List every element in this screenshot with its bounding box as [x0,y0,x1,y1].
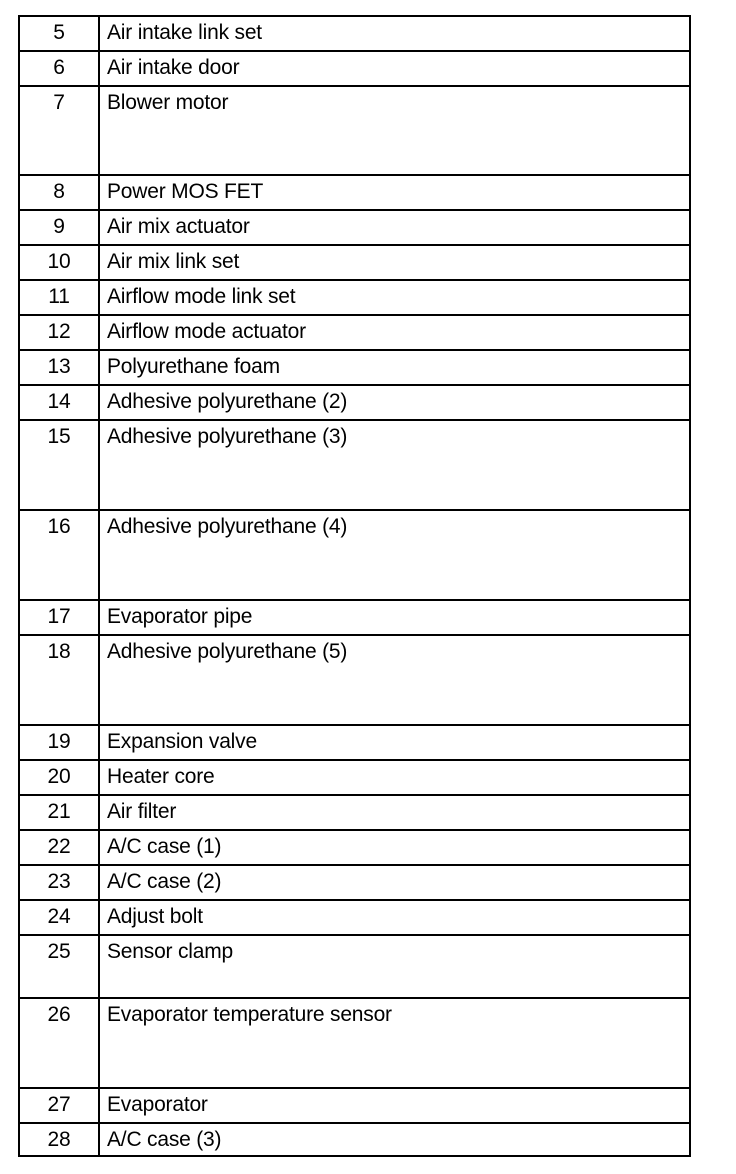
part-number: 28 [19,1123,99,1156]
part-name: Heater core [99,760,690,795]
part-name: Air filter [99,795,690,830]
part-number: 12 [19,315,99,350]
part-name: Adhesive polyurethane (3) [99,420,690,510]
part-name: Air intake link set [99,16,690,51]
part-number: 15 [19,420,99,510]
part-name: Air mix link set [99,245,690,280]
table-row [19,86,690,175]
part-number: 17 [19,600,99,635]
parts-table [18,15,691,1157]
part-name: Evaporator temperature sensor [99,998,690,1088]
table-row [19,510,690,600]
part-number: 13 [19,350,99,385]
part-name: Adhesive polyurethane (2) [99,385,690,420]
table-row [19,795,690,830]
part-number: 25 [19,935,99,998]
part-number: 24 [19,900,99,935]
table-row [19,420,690,510]
part-number: 6 [19,51,99,86]
table-row [19,1088,690,1123]
part-number: 7 [19,86,99,175]
part-number: 18 [19,635,99,725]
table-row [19,51,690,86]
part-name: Air mix actuator [99,210,690,245]
part-number: 11 [19,280,99,315]
part-number: 10 [19,245,99,280]
part-number: 16 [19,510,99,600]
part-number: 8 [19,175,99,210]
table-row [19,210,690,245]
part-name: Sensor clamp [99,935,690,998]
table-row [19,385,690,420]
part-number: 22 [19,830,99,865]
part-name: Evaporator pipe [99,600,690,635]
table-row [19,725,690,760]
part-name: Polyurethane foam [99,350,690,385]
part-name: Airflow mode actuator [99,315,690,350]
table-row [19,16,690,51]
table-row [19,1123,690,1156]
part-number: 5 [19,16,99,51]
part-name: Airflow mode link set [99,280,690,315]
part-name: A/C case (3) [99,1123,690,1156]
table-row [19,865,690,900]
table-row [19,315,690,350]
part-name: Adhesive polyurethane (5) [99,635,690,725]
part-name: Power MOS FET [99,175,690,210]
part-number: 23 [19,865,99,900]
table-row [19,245,690,280]
table-row [19,350,690,385]
part-name: Air intake door [99,51,690,86]
part-name: Evaporator [99,1088,690,1123]
part-number: 9 [19,210,99,245]
part-name: Expansion valve [99,725,690,760]
table-row [19,175,690,210]
table-row [19,998,690,1088]
table-row [19,935,690,998]
part-number: 20 [19,760,99,795]
table-row [19,900,690,935]
part-name: A/C case (1) [99,830,690,865]
table-row [19,635,690,725]
part-name: Adhesive polyurethane (4) [99,510,690,600]
part-name: Adjust bolt [99,900,690,935]
part-number: 21 [19,795,99,830]
part-number: 26 [19,998,99,1088]
part-name: Blower motor [99,86,690,175]
part-number: 19 [19,725,99,760]
part-number: 14 [19,385,99,420]
table-row [19,830,690,865]
part-name: A/C case (2) [99,865,690,900]
table-row [19,280,690,315]
table-row [19,760,690,795]
table-row [19,600,690,635]
part-number: 27 [19,1088,99,1123]
